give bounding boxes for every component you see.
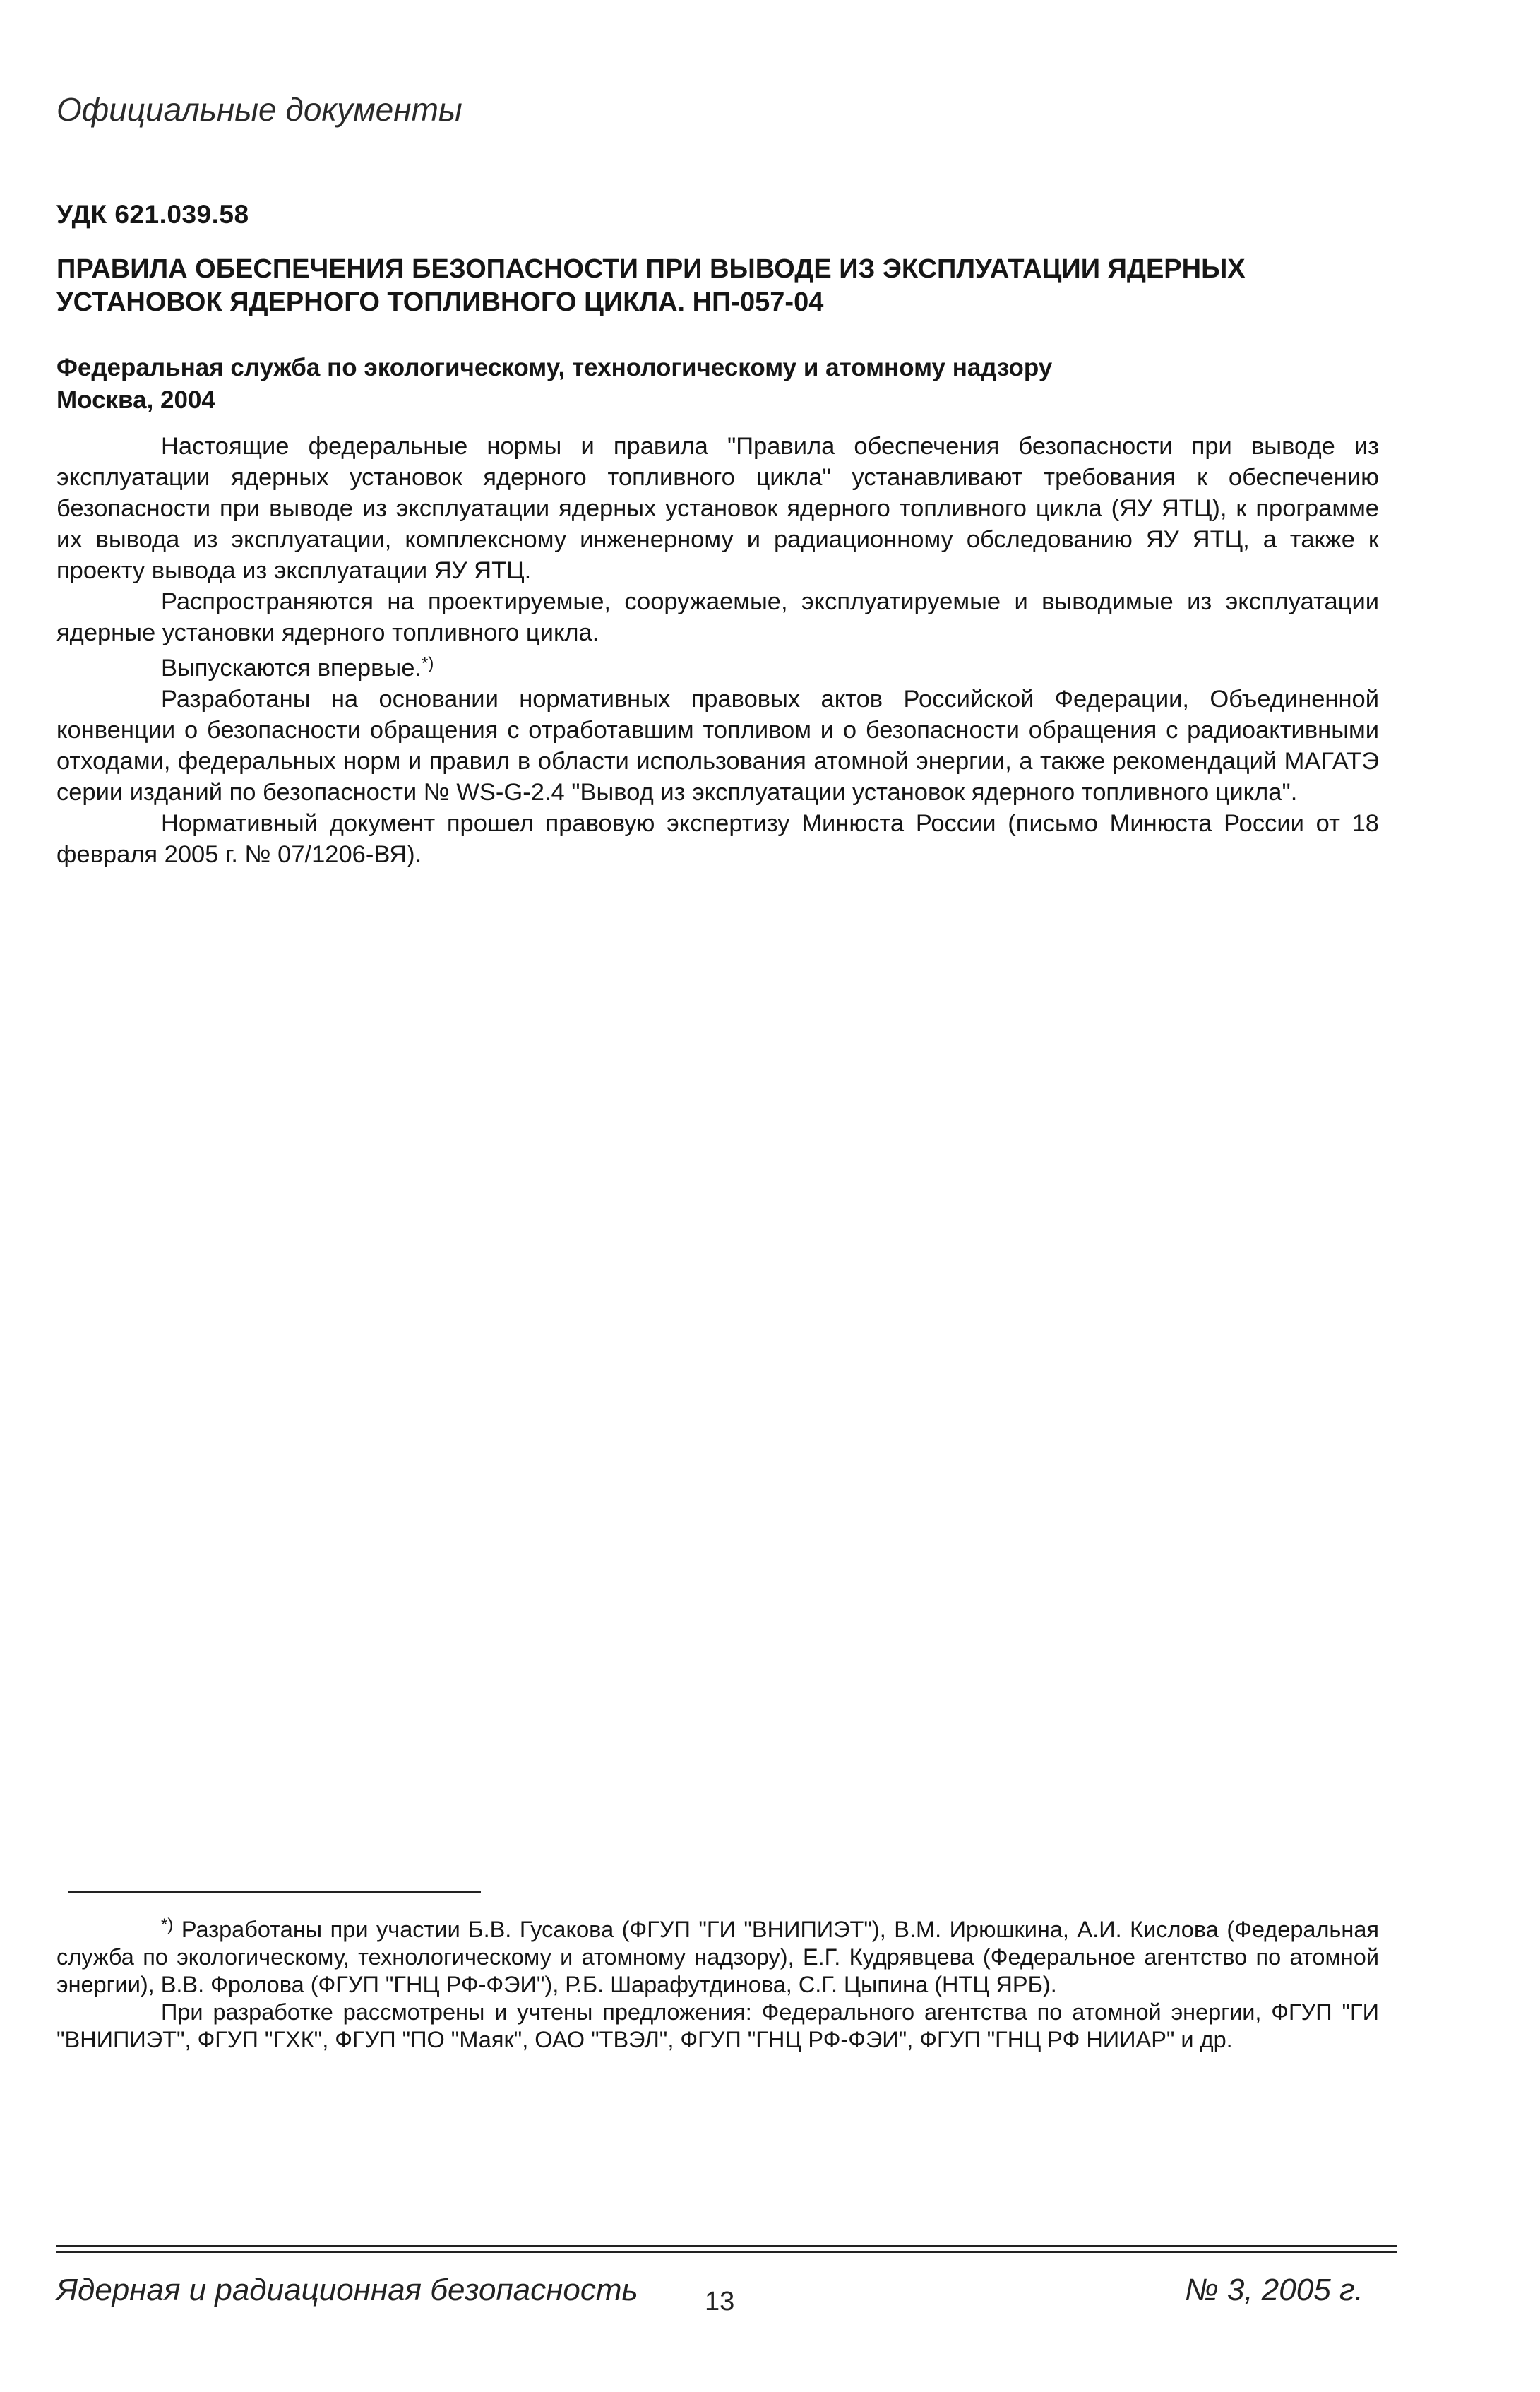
document-title: ПРАВИЛА ОБЕСПЕЧЕНИЯ БЕЗОПАСНОСТИ ПРИ ВЫВОДЕ ИЗ ЭКСПЛУАТАЦИИ ЯДЕРНЫХ УСТАНОВОК ЯДЕРНОГО ТОПЛИВНОГО ЦИКЛА. НП-057-04 bbox=[56, 254, 1246, 317]
intro-paragraph-2: Распространяются на проектируемые, сооружаемые, эксплуатируемые и выводимые из эксплуатации ядерные установки ядерного топливного цикла. bbox=[56, 588, 1379, 646]
footnote-reference-mark: *) bbox=[421, 654, 434, 673]
intro-paragraph-3 bbox=[56, 648, 1379, 684]
footnote-separator bbox=[68, 1891, 481, 1893]
intro-paragraph-4: Разработаны на основании нормативных правовых актов Российской Федерации, Объединенной конвенции о безопасности обращения с отработавшим топливом и о безопасности обращения с радиоактивными отходами, федеральных норм и правил в области использования атомной энергии, а также рекомендаций МАГАТЭ серии изданий по безопасности № WS-G-2.4 "Вывод из эксплуатации установок ядерного топливного цикла". bbox=[56, 686, 1379, 806]
place-year: Москва, 2004 bbox=[56, 386, 215, 414]
footnote-1-text: Разработаны при участии Б.В. Гусакова (ФГУП "ГИ "ВНИПИЭТ"), В.М. Ирюшкина, А.И. Кислова (Федеральная служба по экологическому, технологическому и атомному надзору), Е.Г. Кудрявцева (Федеральное агентство по атомной энергии), В.В. Фролова (ФГУП "ГНЦ РФ-ФЭИ"), Р.Б. Шарафутдинова, С.Г. Цыпина (НТЦ ЯРБ). bbox=[56, 1917, 1379, 1997]
agency-block bbox=[56, 352, 1398, 417]
footer-rule-top bbox=[56, 2245, 1397, 2247]
agency-name: Федеральная служба по экологическому, технологическому и атомному надзору bbox=[56, 354, 1053, 381]
issue-info: № 3, 2005 г. bbox=[1185, 2273, 1363, 2307]
footnote-2: При разработке рассмотрены и учтены предложения: Федерального агентства по атомной энергии, ФГУП "ГИ "ВНИПИЭТ", ФГУП "ГХК", ФГУП "ПО "Маяк", ОАО "ТВЭЛ", ФГУП "ГНЦ РФ-ФЭИ", ФГУП "ГНЦ РФ НИИАР" и др. bbox=[56, 1999, 1379, 2052]
page-number: 13 bbox=[705, 2287, 735, 2316]
section-header: Официальные документы bbox=[56, 91, 462, 128]
intro-paragraph-3-text: Выпускаются впервые. bbox=[161, 655, 422, 682]
intro-text bbox=[56, 431, 1379, 870]
intro-paragraph-5: Нормативный документ прошел правовую экспертизу Минюста России (письмо Минюста России от 18 февраля 2005 г. № 07/1206-ВЯ). bbox=[56, 810, 1379, 868]
footnote-mark: *) bbox=[161, 1915, 174, 1934]
intro-paragraph-1: Настоящие федеральные нормы и правила "Правила обеспечения безопасности при выводе из эксплуатации ядерных установок ядерного топливного цикла" устанавливают требования к обеспечению безопасности при выводе из эксплуатации ядерных установок ядерного топливного цикла (ЯУ ЯТЦ), к программе их вывода из эксплуатации, комплексному инженерному и радиационному обследованию ЯУ ЯТЦ, а также к проекту вывода из эксплуатации ЯУ ЯТЦ. bbox=[56, 433, 1379, 584]
journal-name: Ядерная и радиационная безопасность bbox=[56, 2273, 638, 2307]
footer-rule-bottom bbox=[56, 2251, 1397, 2253]
footnote-1 bbox=[56, 1911, 1379, 1999]
udk-code: УДК 621.039.58 bbox=[56, 200, 249, 229]
footnotes bbox=[56, 1911, 1379, 2054]
